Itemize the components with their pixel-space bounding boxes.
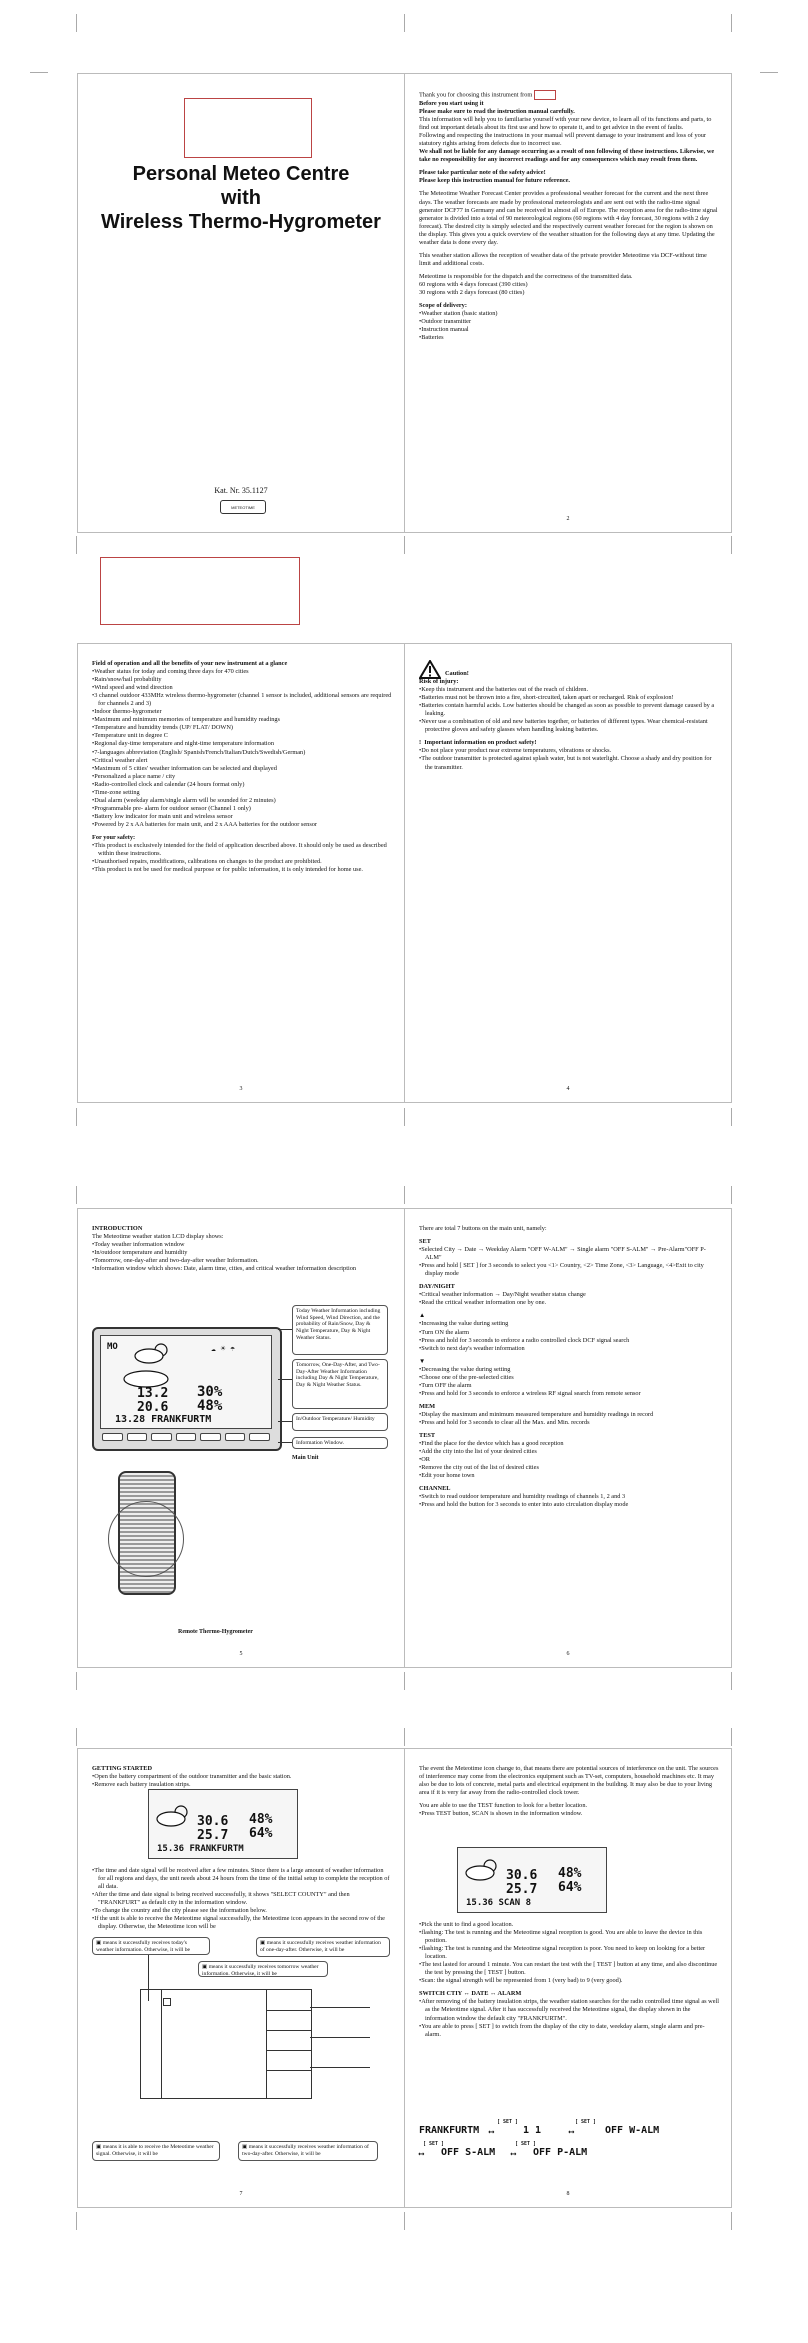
page-3 <box>77 643 405 1103</box>
brand-box <box>534 90 556 100</box>
lcd-outdoor-humidity: 30% <box>197 1384 223 1400</box>
page-4-text: Caution! Risk of injury: • Keep this instrument and the batteries out of the reach of children. • Batteries must not be thrown into a fire, short-circuited, taken apart or recharged. Risk of explosion! • Batteries contain harmful acids. Low batteries should be changed as soon as possible to prevent damage caused by a leaking. • Never use a combination of old and new batteries together, or batteries of different types. Wear chemical-resistant protective gloves and safety glasses when handling leaking batteries. ! Important information on product safety! • Do not place your product near extreme temperatures, vibrations or shocks. • The outdoor transmitter is protected against splash water, but is not waterlight. Choose a shady and dry position for the transmitter. <box>419 670 719 777</box>
channel-button[interactable] <box>249 1433 270 1441</box>
page-7-text-mid: • The time and date signal will be received after a few minutes. Since there is a large amount of weather information for all regions and days, the unit needs about 24 hours from the time of the initial setup to complete the reception of all data. • After the time and date signal is being received successfully, it shows "SELECT COUNTY" and then "FRANKFURT" as default city in the information window. • To change the country and the city please see the information below. • If the unit is able to receive the Meteotime signal successfully, the Meteotime icon appears in the second row of the display. Otherwise, the Meteotime icon will be <box>92 1867 392 1936</box>
arrow-icon: ⟷ <box>569 2127 574 2136</box>
page-4 <box>404 643 732 1103</box>
main-unit-illustration <box>92 1327 282 1451</box>
date-display: 1 1 <box>523 2125 542 2136</box>
main-unit-label: Main Unit <box>292 1455 319 1461</box>
page-7-text-top: GETTING STARTED • Open the battery compartment of the outdoor transmitter and the basic station. • Remove each battery insulation strips. <box>92 1765 392 1794</box>
frankfurt-display: FRANKFURTM <box>419 2125 480 2136</box>
remote-label: Remote Thermo-Hygrometer <box>178 1629 253 1635</box>
page-title <box>78 162 404 234</box>
cloud-sun-icon <box>131 1342 175 1364</box>
down-button[interactable] <box>200 1433 221 1441</box>
receive-icon: ▣ <box>242 2144 248 2150</box>
weekday-alarm-display: OFF W-ALM <box>605 2125 660 2136</box>
forecast-icons: ☁ ☀ ☂ <box>211 1344 236 1353</box>
lcd-indoor-temp: 25.7 <box>506 1882 538 1897</box>
page-5-text: INTRODUCTION The Meteotime weather station LCD display shows: • Today weather information window • In/outdoor temperature and humidity • Tomorrow, one-day-after and two-day-after weather Information. • Information window which shows: Date, alarm time, cities, and critical weather information description <box>92 1225 392 1278</box>
getting-started-lcd <box>148 1789 298 1859</box>
sensor-ring <box>108 1501 184 1577</box>
scan-lcd <box>457 1847 607 1913</box>
callout-temp-humidity: In/Outdoor Temperature/ Humidity <box>292 1413 388 1431</box>
lcd-outdoor-temp: 30.6 <box>197 1814 229 1829</box>
lcd-indoor-humidity: 64% <box>558 1880 582 1895</box>
page-8 <box>404 1748 732 2208</box>
page-number: 6 <box>566 1651 570 1657</box>
logo-placeholder-2 <box>100 557 300 625</box>
callout-today-received: ▣ means it successfully receives today's weather information. Otherwise, it will be <box>92 1937 210 1955</box>
mem-button[interactable] <box>225 1433 246 1441</box>
title-line-2: with <box>221 187 261 209</box>
set-label-2: [ SET ] <box>575 2119 597 2125</box>
exclamation-icon: ! <box>419 739 422 747</box>
callout-one-day-after: ▣ means it successfully receives weather information of one-day-after. Otherwise, it will be <box>256 1937 390 1957</box>
set-label-4: [ SET ] <box>515 2141 537 2147</box>
page-number: 2 <box>566 516 570 522</box>
lcd-info-window: 15.36 FRANKFURTM <box>157 1844 244 1854</box>
set-label-3: [ SET ] <box>423 2141 445 2147</box>
lcd-indoor-temp: 20.6 <box>137 1400 169 1415</box>
callout-info-window: Information Window. <box>292 1437 388 1449</box>
arrow-icon: ⟷ <box>489 2127 494 2136</box>
test-button[interactable] <box>151 1433 172 1441</box>
receive-icon: ▣ <box>260 1940 266 1946</box>
title-line-1: Personal Meteo Centre <box>132 163 350 185</box>
callout-forecast: Tomorrow, One-Day-After, and Two-Day-After Weather Information including Day & Night Temperature, Day & Night Weather Status. <box>292 1359 388 1409</box>
callout-meteotime-signal: ▣ means it is able to receive the Meteotime weather signal. Otherwise, it will be <box>92 2141 220 2161</box>
lcd-info-window: 15.36 SCAN 8 <box>466 1898 532 1908</box>
arrow-icon: ⟷ <box>511 2149 516 2158</box>
page-8-text-mid: • Pick the unit to find a good location. • flashing: The test is running and the Meteotime signal reception is good. You are able to leave the device in this position. • flashing: The test is running and the Meteotime signal reception is poor. You need to keep on looking for a better location. • The test lasted for around 1 minute. You can restart the test with the [ TEST ] button at any time, and also discontinue the test by pressing the [ TEST ] button. • Scan: the signal strength will be represented from 1 (very bad) to 9 (very good). SWITCH CTIY ↔ DATE ↔ ALARM • After removing of the battery insulation strips, the weather station searches for the radio controlled time signal as well as the Meteotime signal. After it has successfully received the Meteotime signal, the display shown in the information window the default city "FRANKFURTM". • You are able to press [ SET ] to switch from the display of the city to date, weekday alarm, single alarm and pre-alarm. <box>419 1921 719 2044</box>
callout-two-day-after: ▣ means it successfully receives weather information of two-day-after. Otherwise, it will be <box>238 2141 378 2161</box>
arrow-icon: ⟷ <box>419 2149 424 2158</box>
cloud-sun-icon <box>464 1858 504 1882</box>
pre-alarm-display: OFF P-ALM <box>533 2147 588 2158</box>
cloud-icon <box>121 1368 171 1388</box>
receive-icon: ▣ <box>96 2144 102 2150</box>
switch-diagram <box>419 2119 719 2165</box>
page-6 <box>404 1208 732 1668</box>
page-6-text: There are total 7 buttons on the main unit, namely: SET • Selected City → Date → Weekday Alarm "OFF W-ALM" → Single alarm "OFF S-ALM" → Pre-Alarm"OFF P-ALM" • Press and hold [ SET ] for 3 seconds to select you <1> Country, <2> Time Zone, <3> Language, <4>Exit to city display mode DAY/NIGHT • Critical weather information → Day/Night weather status change • Read the critical weather information one by one. ▲ • Increasing the value during setting • Turn ON the alarm • Press and hold for 3 seconds to enforce a radio controlled clock DCF signal search • Switch to next day's weather information ▼ • Decreasing the value during setting • Choose one of the pre-selected cities • Turn OFF the alarm • Press and hold for 3 seconds to enforce a wireless RF signal search from remote sensor MEM • Display the maximum and minimum measured temperature and humidity readings in record • Press and hold for 3 seconds to clear all the Max. and Min. records TEST • Find the place for the device which has a good reception • Add the city into the list of your desired cities • OR • Remove the city out of the list of desired cities • Edit your home town CHANNEL • Switch to read outdoor temperature and humidity readings of channels 1, 2 and 3 • Press and hold the button for 3 seconds to enter into auto circulation display mode <box>419 1225 719 1514</box>
page-number: 3 <box>239 1086 243 1092</box>
page-8-text-top: The event the Meteotime icon change to, that means there are potential sources of interference on the unit. The sources of interference may come from the electronics equipment such as TV-set, computers, household machines etc. It may also be due to lots of concrete, metal parts and electrical equipment in the building. It may also be due to your living area if it is very far away from the radio-controlled clock tower. You are able to use the TEST function to look for a better location. • Press TEST button, SCAN is shown in the information window. <box>419 1765 719 1823</box>
lcd-indoor-humidity: 64% <box>249 1826 273 1841</box>
diagram-frame <box>140 1989 312 2099</box>
lcd-indoor-humidity: 48% <box>197 1398 223 1414</box>
page-5 <box>77 1208 405 1668</box>
lcd-outdoor-humidity: 48% <box>558 1866 582 1881</box>
lcd-outdoor-humidity: 48% <box>249 1812 273 1827</box>
logo-placeholder <box>184 98 312 158</box>
callout-tomorrow: ▣ means it successfully receives tomorrow weather information. Otherwise, it will be <box>198 1961 328 1977</box>
today-indicator: MO <box>107 1342 118 1352</box>
callout-today: Today Weather Information including Wind Speed, Wind Direction, and the probability of Rain/Snow, Day & Night Temperature, Day & Night Weather Status. <box>292 1305 388 1355</box>
main-unit-lcd <box>100 1335 272 1429</box>
button-row <box>102 1433 270 1441</box>
lcd-outdoor-temp: 30.6 <box>506 1868 538 1883</box>
receive-icon: ▣ <box>96 1940 102 1946</box>
page-1 <box>77 73 405 533</box>
page-3-text: Field of operation and all the benefits of your new instrument at a glance • Weather status for today and coming three days for 470 cities • Rain/snow/hail probability • Wind speed and wind direction • 3 channel outdoor 433MHz wireless thermo-hygrometer (channel 1 sensor is included, additional sensors are required for channels 2 and 3) • Indoor thermo-hygrometer • Maximum and minimum memories of temperature and humidity readings • Temperature and humidity trends (UP/ FLAT/ DOWN) • Temperature unit in degree C • Regional day-time temperature and night-time temperature information • 7-languages abbreviation (English/ Spanish/French/Italian/Dutch/Swedish/German) • Critical weather alert • Maximum of 5 cities' weather information can be selected and displayed • Personalized a place name / city • Radio-controlled clock and calendar (24 hours format only) • Time-zone setting • Dual alarm (weekday alarm/single alarm will be sounded for 2 minutes) • Programmable pre- alarm for outdoor sensor (Channel 1 only) • Battery low indicator for main unit and wireless sensor • Powered by 2 x AA batteries for main unit, and 2 x AAA batteries for the outdoor sensor For your safety: • This product is exclusively intended for the field of application described above. It should only be used as described within these instructions. • Unauthorised repairs, modifications, calibrations on changes to the product are prohibited. • This product is not be used for medical purpose or for public information, it is only intended for home use. <box>92 660 392 879</box>
receive-icon: ▣ <box>202 1964 208 1970</box>
page-2 <box>404 73 732 533</box>
meteotime-logo: METEOTIME <box>220 500 266 514</box>
page-number: 8 <box>566 2191 570 2197</box>
lcd-info-window: 13.28 FRANKFURTM <box>115 1414 212 1425</box>
title-line-3: Wireless Thermo-Hygrometer <box>101 211 381 233</box>
catalog-number: Kat. Nr. 35.1127 <box>214 486 268 495</box>
single-alarm-display: OFF S-ALM <box>441 2147 496 2158</box>
lcd-indoor-temp: 25.7 <box>197 1828 229 1843</box>
lcd-outdoor-temp: 13.2 <box>137 1386 169 1401</box>
up-button[interactable] <box>176 1433 197 1441</box>
cloud-sun-icon <box>155 1804 195 1828</box>
page-7 <box>77 1748 405 2208</box>
set-label-1: [ SET ] <box>497 2119 519 2125</box>
page-number: 7 <box>239 2191 243 2197</box>
page-number: 5 <box>239 1651 243 1657</box>
page-2-text: Thank you for choosing this instrument from Before you start using it Please make sure to read the instruction manual carefully. This information will help you to familiarise yourself with your new device, to learn all of its functions and parts, to find out important details about its first use and how to operate it, and to get advice in the event of faults. Following and respecting the instructions in your manual will prevent damage to your instrument and loss of your statutory rights arising from defects due to incorrect use. We shall not be liable for any damage occurring as a result of non following of these instructions. Likewise, we take no responsibility for any incorrect readings and for any consequences which may result from them. Please take particular note of the safety advice! Please keep this instruction manual for future reference. The Meteotime Weather Forecast Center provides a professional weather forecast for the current and the next three days. The weather forecasts are made by professional meteorologists and are sent out with the radio-time signal generator DCF77 in Germany and can be received in almost all of Europe. The reception area for the radio-time signal generator is divided into a total of 90 meteorological regions (60 regions with 4 day forecast, 30 regions with 2 day forecast). The desired city is simply selected and the respectively current weather forecast for the region is shown on the display. This gives you a quick overview of the weather situation for the following days at any time. Updating the weather data is done every day. This weather station allows the reception of weather data of the private provider Meteotime via DCF-without time limit and additional costs. Meteotime is responsible for the dispatch and the correctness of the transmitted data. 60 regions with 4 days forecast (390 cities) 30 regions with 2 days forecast (80 cities) Scope of delivery: • Weather station (basic station) • Outdoor transmitter • Instruction manual • Batteries <box>419 90 719 347</box>
day-night-button[interactable] <box>127 1433 148 1441</box>
page-number: 4 <box>566 1086 570 1092</box>
set-button[interactable] <box>102 1433 123 1441</box>
